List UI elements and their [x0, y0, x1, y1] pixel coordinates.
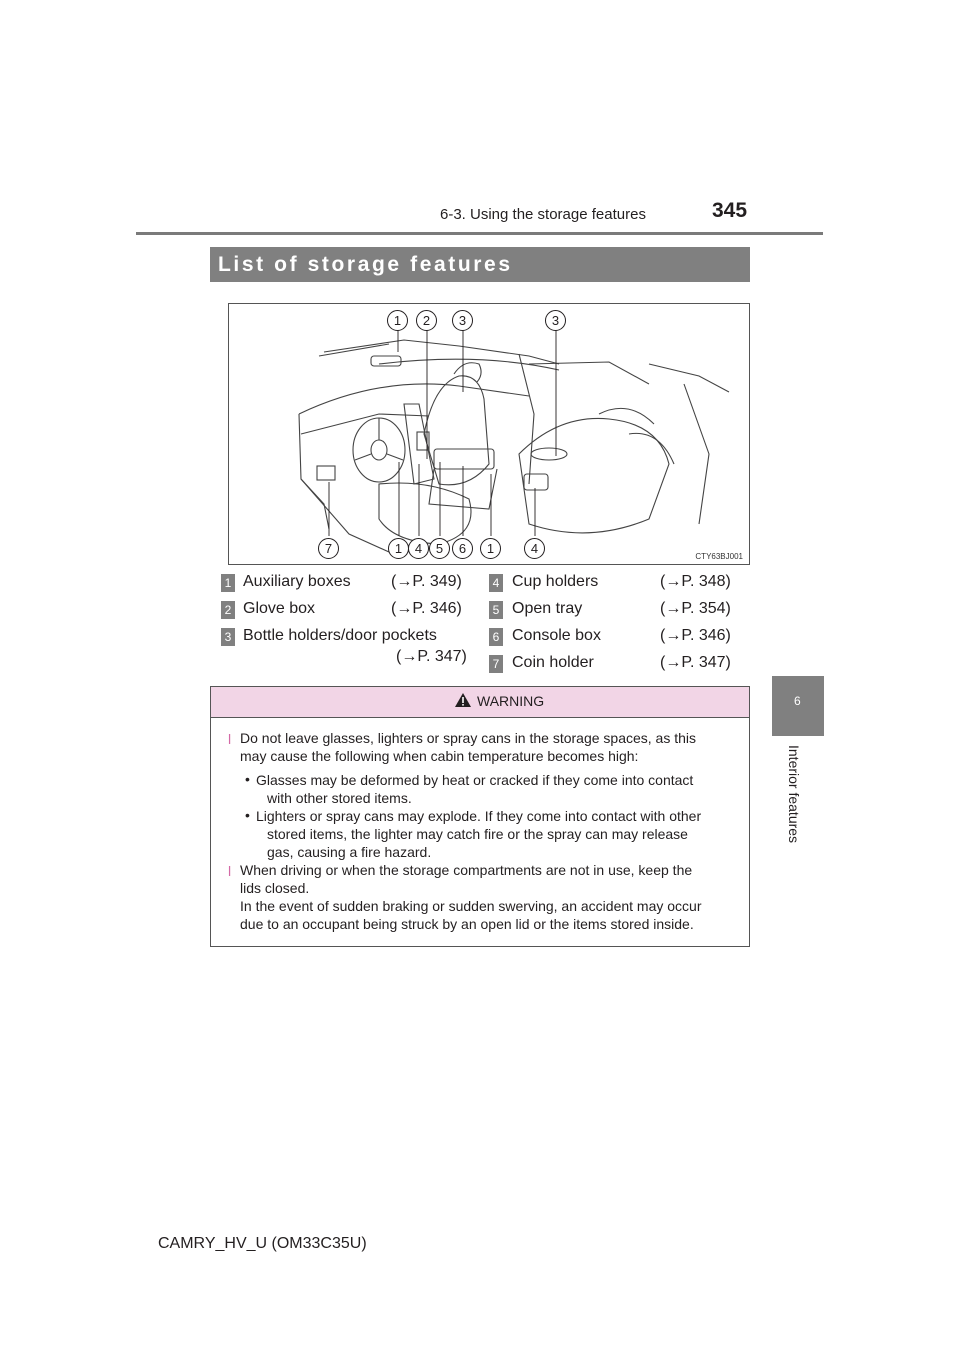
page-number: 345 [712, 199, 748, 222]
callout-top-1: 1 [387, 310, 408, 331]
legend-label-cup-holders: Cup holders [512, 573, 599, 590]
header-rule [136, 232, 823, 235]
warning-triangle-icon [454, 692, 472, 708]
section-title: List of storage features [210, 247, 750, 282]
warning-item2-line3: In the event of sudden braking or sudden swerving, an accident may occur [240, 898, 702, 914]
legend-num-4: 4 [489, 574, 503, 592]
legend-num-2: 2 [221, 601, 235, 619]
car-interior-illustration [229, 304, 749, 564]
callout-top-3: 3 [452, 310, 473, 331]
warning-sub1-line2: with other stored items. [267, 790, 412, 806]
legend-ref-open-tray[interactable]: (→P. 354) [660, 600, 731, 617]
warning-sub2-line3: gas, causing a fire hazard. [267, 844, 432, 860]
warning-sub1-line1: Glasses may be deformed by heat or cracked if they come into contact [256, 772, 694, 788]
callout-bottom-5: 5 [429, 538, 450, 559]
warning-sub2-line1: Lighters or spray cans may explode. If they come into contact with other [256, 808, 702, 824]
warning-item1-line1: Do not leave glasses, lighters or spray cans in the storage spaces, as this [240, 730, 697, 746]
legend-ref-console-box[interactable]: (→P. 346) [660, 627, 731, 644]
legend-label-open-tray: Open tray [512, 600, 583, 617]
legend-ref-cup-holders[interactable]: (→P. 348) [660, 573, 731, 590]
callout-bottom-4b: 4 [524, 538, 545, 559]
warning-sub-dot-2: • [245, 807, 250, 823]
legend-label-coin-holder: Coin holder [512, 654, 594, 671]
warning-sub2-line2: stored items, the lighter may catch fire or the spray can may release [267, 826, 688, 842]
legend-label-auxiliary-boxes: Auxiliary boxes [243, 573, 351, 590]
warning-item2-line2: lids closed. [240, 880, 310, 896]
legend-label-glove-box: Glove box [243, 600, 316, 617]
legend-ref-bottle-holders[interactable]: (→P. 347) [396, 648, 467, 665]
warning-header [211, 687, 749, 718]
legend-ref-glove-box[interactable]: (→P. 346) [391, 600, 462, 617]
legend-ref-coin-holder[interactable]: (→P. 347) [660, 654, 731, 671]
warning-title: WARNING [477, 693, 545, 709]
legend-num-7: 7 [489, 655, 503, 673]
callout-bottom-7: 7 [318, 538, 339, 559]
figure-code: CTY63BJ001 [695, 552, 743, 561]
legend-label-bottle-holders: Bottle holders/door pockets [243, 627, 437, 644]
legend-num-6: 6 [489, 628, 503, 646]
chapter-title: Interior features [786, 745, 802, 844]
callout-bottom-4: 4 [408, 538, 429, 559]
warning-bullet-1: l [228, 731, 232, 747]
warning-item2-line1: When driving or when the storage compartments are not in use, keep the [240, 862, 693, 878]
callout-top-2: 2 [416, 310, 437, 331]
chapter-number: 6 [794, 694, 801, 708]
legend-num-5: 5 [489, 601, 503, 619]
legend-label-console-box: Console box [512, 627, 601, 644]
warning-item1-line2: may cause the following when cabin temperature becomes high: [240, 748, 639, 764]
warning-item2-line4: due to an occupant being struck by an open lid or the items stored inside. [240, 916, 694, 932]
car-interior-figure [228, 303, 750, 565]
callout-top-3b: 3 [545, 310, 566, 331]
callout-bottom-1: 1 [388, 538, 409, 559]
warning-bullet-2: l [228, 863, 232, 879]
warning-sub-dot-1: • [245, 771, 250, 787]
legend-ref-auxiliary-boxes[interactable]: (→P. 349) [391, 573, 462, 590]
legend-num-1: 1 [221, 574, 235, 592]
manual-code: CAMRY_HV_U (OM33C35U) [158, 1235, 367, 1252]
legend-num-3: 3 [221, 628, 235, 646]
section-header: 6-3. Using the storage features [440, 206, 646, 223]
callout-bottom-1b: 1 [480, 538, 501, 559]
callout-bottom-6: 6 [452, 538, 473, 559]
warning-box [210, 686, 750, 947]
